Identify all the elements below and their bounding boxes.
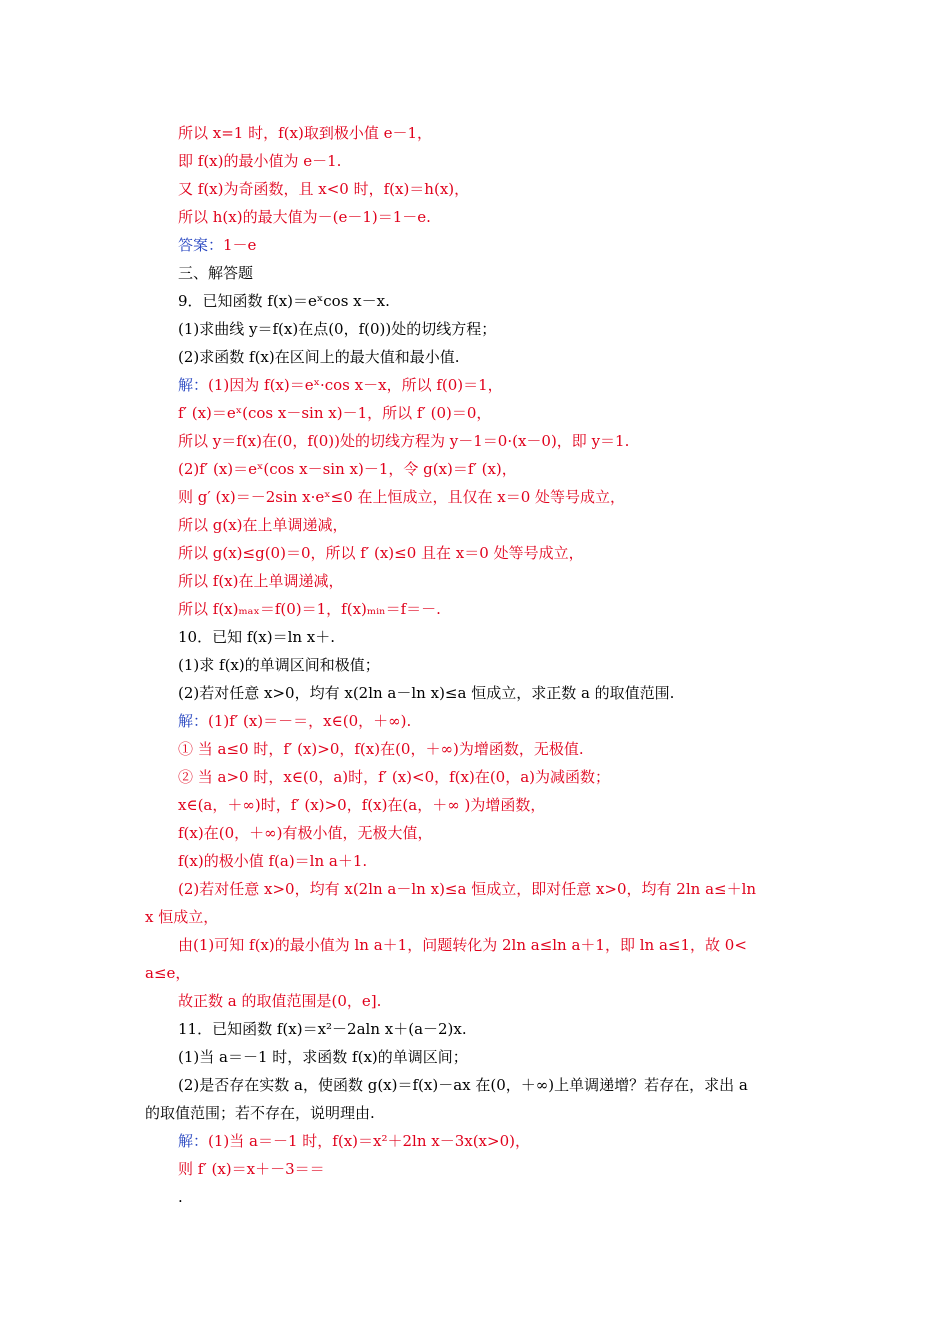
text-line: 所以 f(x)ₘₐₓ＝f(0)＝1，f(x)ₘᵢₙ＝f＝－. [178, 600, 441, 618]
text-line: . [178, 1188, 183, 1206]
text-line: 由(1)可知 f(x)的最小值为 ln a＋1，问题转化为 2ln a≤ln a＋1，即 ln a≤1，故 0< [178, 936, 747, 954]
text-line: 即 f(x)的最小值为 e－1. [178, 152, 342, 170]
solution-label: 解： [178, 712, 209, 730]
text-line: (2)若对任意 x>0，均有 x(2ln a－ln x)≤a 恒成立，求正数 a 的取值范围. [178, 684, 675, 702]
text-line: x∈(a，＋∞)时，f′ (x)>0，f(x)在(a，＋∞ )为增函数， [178, 796, 546, 814]
text-line: (2)是否存在实数 a，使函数 g(x)＝f(x)－ax 在(0，＋∞)上单调递增？若存在，求出 a [178, 1076, 748, 1094]
solution-label: 解： [178, 376, 209, 394]
text-line: ① 当 a≤0 时，f′ (x)>0，f(x)在(0，＋∞)为增函数，无极值. [178, 740, 584, 758]
text-line: (2)若对任意 x>0，均有 x(2ln a－ln x)≤a 恒成立，即对任意 x>0，均有 2ln a≤＋ln [178, 880, 757, 898]
text-line: 所以 x=1 时，f(x)取到极小值 e－1， [178, 124, 433, 142]
text-line: 所以 g(x)≤g(0)＝0，所以 f′ (x)≤0 且在 x＝0 处等号成立， [178, 544, 584, 562]
text-line: x 恒成立， [145, 908, 219, 926]
text-line: ② 当 a>0 时，x∈(0，a)时，f′ (x)<0，f(x)在(0，a)为减函数； [178, 768, 611, 786]
text-line: f(x)在(0，＋∞)有极小值，无极大值， [178, 824, 433, 842]
section-heading: 三、解答题 [178, 264, 254, 282]
text-line: (1)当 a＝－1 时，求函数 f(x)的单调区间； [178, 1048, 468, 1066]
text-line: 又 f(x)为奇函数，且 x<0 时，f(x)＝h(x)， [178, 180, 470, 198]
question-11: 11．已知函数 f(x)＝x²－2aln x＋(a－2)x. [178, 1020, 467, 1038]
answer-line: 答案：1－e [178, 236, 257, 254]
solution-line: 解：(1)因为 f(x)＝eˣ·cos x－x，所以 f(0)＝1， [178, 376, 503, 394]
text-line: (1)求 f(x)的单调区间和极值； [178, 656, 380, 674]
text-line: (1)求曲线 y＝f(x)在点(0，f(0))处的切线方程； [178, 320, 497, 338]
question-10: 10．已知 f(x)＝ln x＋. [178, 628, 336, 646]
text-line: f(x)的极小值 f(a)＝ln a＋1. [178, 852, 368, 870]
solution-line: 解：(1)f′ (x)＝－＝，x∈(0，＋∞). [178, 712, 412, 730]
text-line: 所以 h(x)的最大值为－(e－1)＝1－e. [178, 208, 431, 226]
text-line: 的取值范围；若不存在，说明理由. [145, 1104, 375, 1122]
text-line: f′ (x)＝eˣ(cos x－sin x)－1，所以 f′ (0)＝0， [178, 404, 492, 422]
text-line: (2)f′ (x)＝eˣ(cos x－sin x)－1，令 g(x)＝f′ (x)， [178, 460, 517, 478]
answer-label: 答案： [178, 236, 224, 254]
text-line: 则 g′ (x)＝－2sin x·eˣ≤0 在上恒成立，且仅在 x＝0 处等号成立， [178, 488, 626, 506]
solution-label: 解： [178, 1132, 209, 1150]
text-line: 所以 y＝f(x)在(0，f(0))处的切线方程为 y－1＝0·(x－0)，即 y＝1. [178, 432, 630, 450]
text-line: (2)求函数 f(x)在区间上的最大值和最小值. [178, 348, 460, 366]
question-9: 9．已知函数 f(x)＝eˣcos x－x. [178, 292, 390, 310]
text-line: 所以 f(x)在上单调递减， [178, 572, 344, 590]
text-line: 故正数 a 的取值范围是(0，e]. [178, 992, 382, 1010]
solution-line: 解：(1)当 a＝－1 时，f(x)＝x²＋2ln x－3x(x>0)， [178, 1132, 530, 1150]
text-line: 则 f′ (x)＝x＋－3＝＝ [178, 1160, 325, 1178]
text-line: 所以 g(x)在上单调递减， [178, 516, 348, 534]
text-line: a≤e， [145, 964, 191, 982]
